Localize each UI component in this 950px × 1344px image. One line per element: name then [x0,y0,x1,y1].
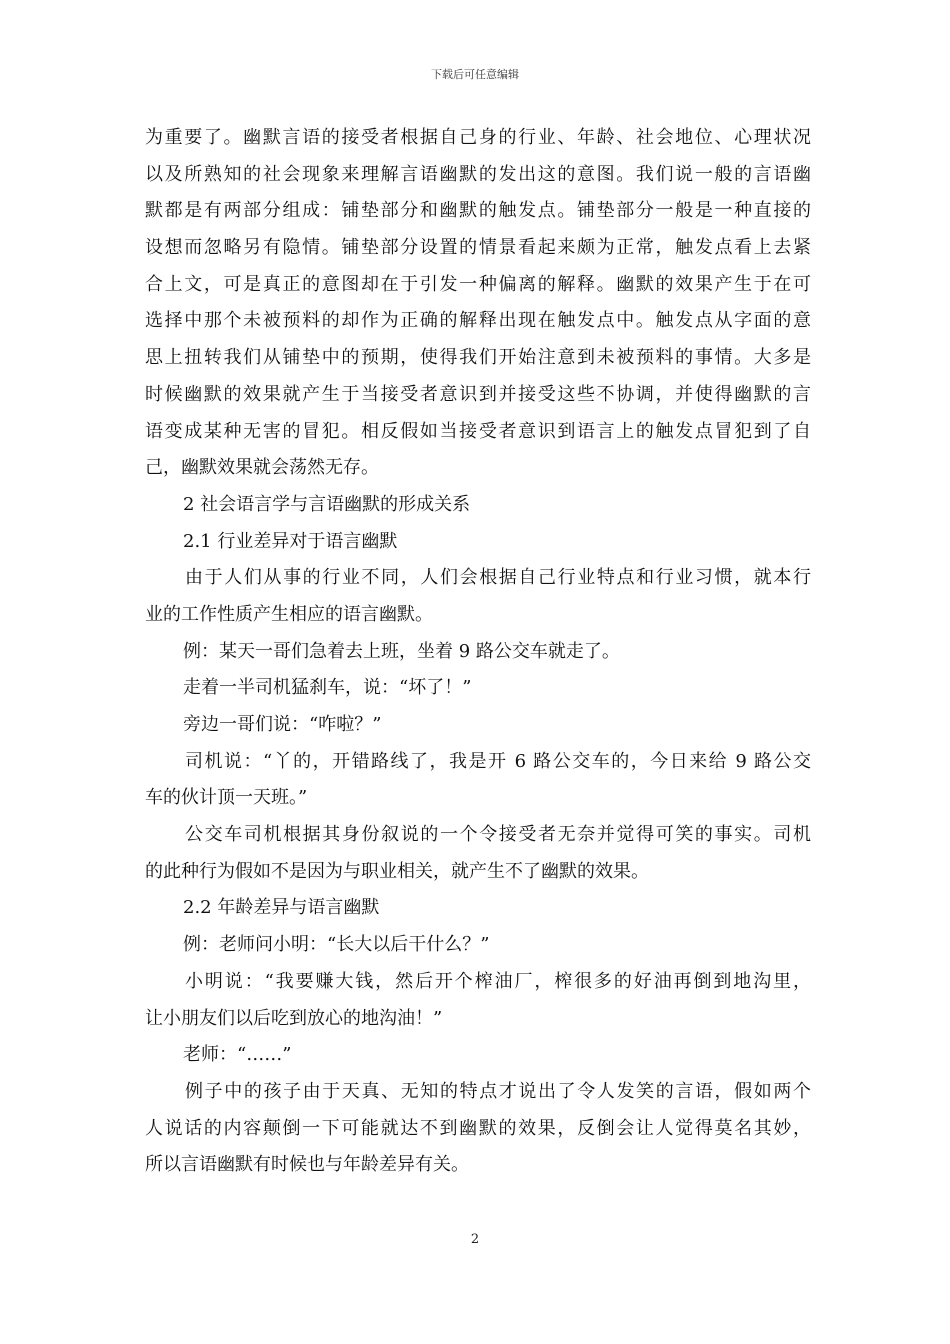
body-line: 选择中那个未被预料的却作为正确的解释出现在触发点中。触发点从字面的意 [145,310,811,332]
body-line: 人说话的内容颠倒一下可能就达不到幽默的效果，反倒会让人觉得莫名其妙， [145,1117,811,1139]
body-line: 业的工作性质产生相应的语言幽默。 [145,603,433,625]
body-line: 公交车司机根据其身份叙说的一个令接受者无奈并觉得可笑的事实。司机 [185,824,811,846]
body-line: 由于人们从事的行业不同，人们会根据自己行业特点和行业习惯，就本行 [185,567,811,589]
body-line: 的此种行为假如不是因为与职业相关，就产生不了幽默的效果。 [145,860,649,882]
body-line: 设想而忽略另有隐情。铺垫部分设置的情景看起来颇为正常，触发点看上去紧 [145,237,811,259]
document-body [145,120,811,1184]
body-line: 默都是有两部分组成：铺垫部分和幽默的触发点。铺垫部分一般是一种直接的 [145,200,811,222]
body-line: 时候幽默的效果就产生于当接受者意识到并接受这些不协调，并使得幽默的言 [145,383,811,405]
page-header: 下载后可任意编辑 [431,68,519,81]
body-line: 语变成某种无害的冒犯。相反假如当接受者意识到语言上的触发点冒犯到了自 [145,420,811,442]
example-line: 例：老师问小明：“长大以后干什么？” [183,934,490,956]
body-line: 己，幽默效果就会荡然无存。 [145,457,379,479]
body-line: 例子中的孩子由于天真、无知的特点才说出了令人发笑的言语，假如两个 [185,1080,811,1102]
body-line: 合上文，可是真正的意图却在于引发一种偏离的解释。幽默的效果产生于在可 [145,273,811,295]
example-line: 小明说：“我要赚大钱，然后开个榨油厂，榨很多的好油再倒到地沟里， [185,970,811,992]
example-line: 旁边一哥们说：“咋啦？” [183,714,382,735]
example-line: 车的伙计顶一天班。” [145,787,308,809]
example-line: 走着一半司机猛刹车，说：“坏了！” [183,677,472,699]
subsection-heading: 2.2 年龄差异与语言幽默 [183,897,380,919]
body-line: 所以言语幽默有时候也与年龄差异有关。 [145,1154,469,1176]
body-line: 思上扭转我们从铺垫中的预期，使得我们开始注意到未被预料的事情。大多是 [145,347,811,369]
example-line: 例：某天一哥们急着去上班，坐着 9 路公交车就走了。 [183,640,620,662]
example-line: 司机说：“丫的，开错路线了，我是开 6 路公交车的，今日来给 9 路公交 [185,750,811,772]
body-line: 为重要了。幽默言语的接受者根据自己身的行业、年龄、社会地位、心理状况 [145,127,811,148]
example-line: 让小朋友们以后吃到放心的地沟油！” [145,1007,443,1029]
page-number: 2 [470,1232,480,1247]
body-line: 以及所熟知的社会现象来理解言语幽默的发出这的意图。我们说一般的言语幽 [145,163,811,185]
subsection-heading: 2.1 行业差异对于语言幽默 [183,530,398,552]
example-line: 老师：“……” [183,1044,292,1066]
section-heading: 2 社会语言学与言语幽默的形成关系 [183,493,471,515]
